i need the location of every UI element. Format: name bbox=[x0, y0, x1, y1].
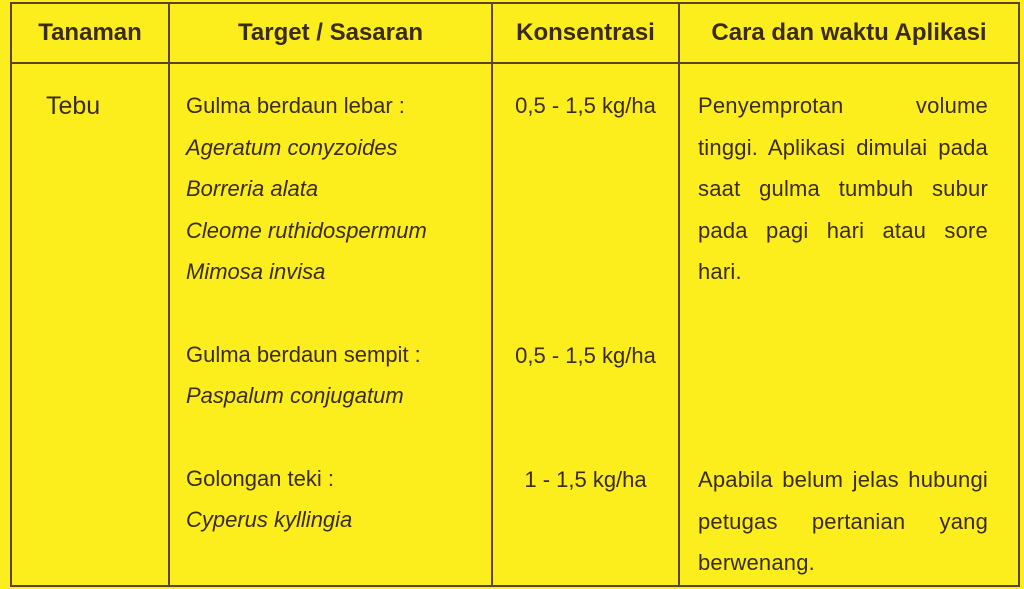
table-row bbox=[11, 63, 1019, 586]
plant-cell: Tebu bbox=[11, 63, 169, 586]
species-name: Borreria alata bbox=[186, 176, 319, 201]
target-group-broadleaf bbox=[186, 85, 490, 293]
table-header-row bbox=[11, 3, 1019, 63]
herbicide-application-table bbox=[10, 2, 1020, 587]
target-group-title: Golongan teki : bbox=[186, 465, 334, 491]
method-text: Penyemprotan volume tinggi. Aplikasi dimulai pada saat gulma tumbuh subur pada pagi hari atau sore hari. bbox=[698, 93, 988, 284]
species-name: Mimosa invisa bbox=[186, 259, 326, 284]
header-concentration: Konsentrasi bbox=[492, 3, 679, 63]
header-target: Target / Sasaran bbox=[169, 3, 492, 63]
concentration-cell bbox=[492, 63, 679, 586]
species-name: Paspalum conjugatum bbox=[186, 383, 404, 408]
species-name: Cyperus kyllingia bbox=[186, 507, 353, 532]
target-group-title: Gulma berdaun lebar : bbox=[186, 93, 405, 118]
concentration-value: 1 - 1,5 kg/ha bbox=[524, 467, 647, 492]
species-name: Cleome ruthidospermum bbox=[186, 217, 427, 243]
concentration-value: 0,5 - 1,5 kg/ha bbox=[515, 343, 656, 368]
header-method: Cara dan waktu Aplikasi bbox=[679, 3, 1019, 63]
species-name: Ageratum conyzoides bbox=[186, 134, 398, 160]
method-note: Apabila belum jelas hubungi petugas pertanian yang berwenang. bbox=[698, 467, 988, 575]
target-group-title: Gulma berdaun sempit : bbox=[186, 341, 421, 367]
concentration-value: 0,5 - 1,5 kg/ha bbox=[515, 93, 656, 118]
target-group-narrowleaf bbox=[186, 334, 490, 417]
method-cell bbox=[679, 63, 1019, 586]
target-group-sedge bbox=[186, 458, 490, 541]
target-cell bbox=[169, 63, 492, 586]
header-plant: Tanaman bbox=[11, 3, 169, 63]
